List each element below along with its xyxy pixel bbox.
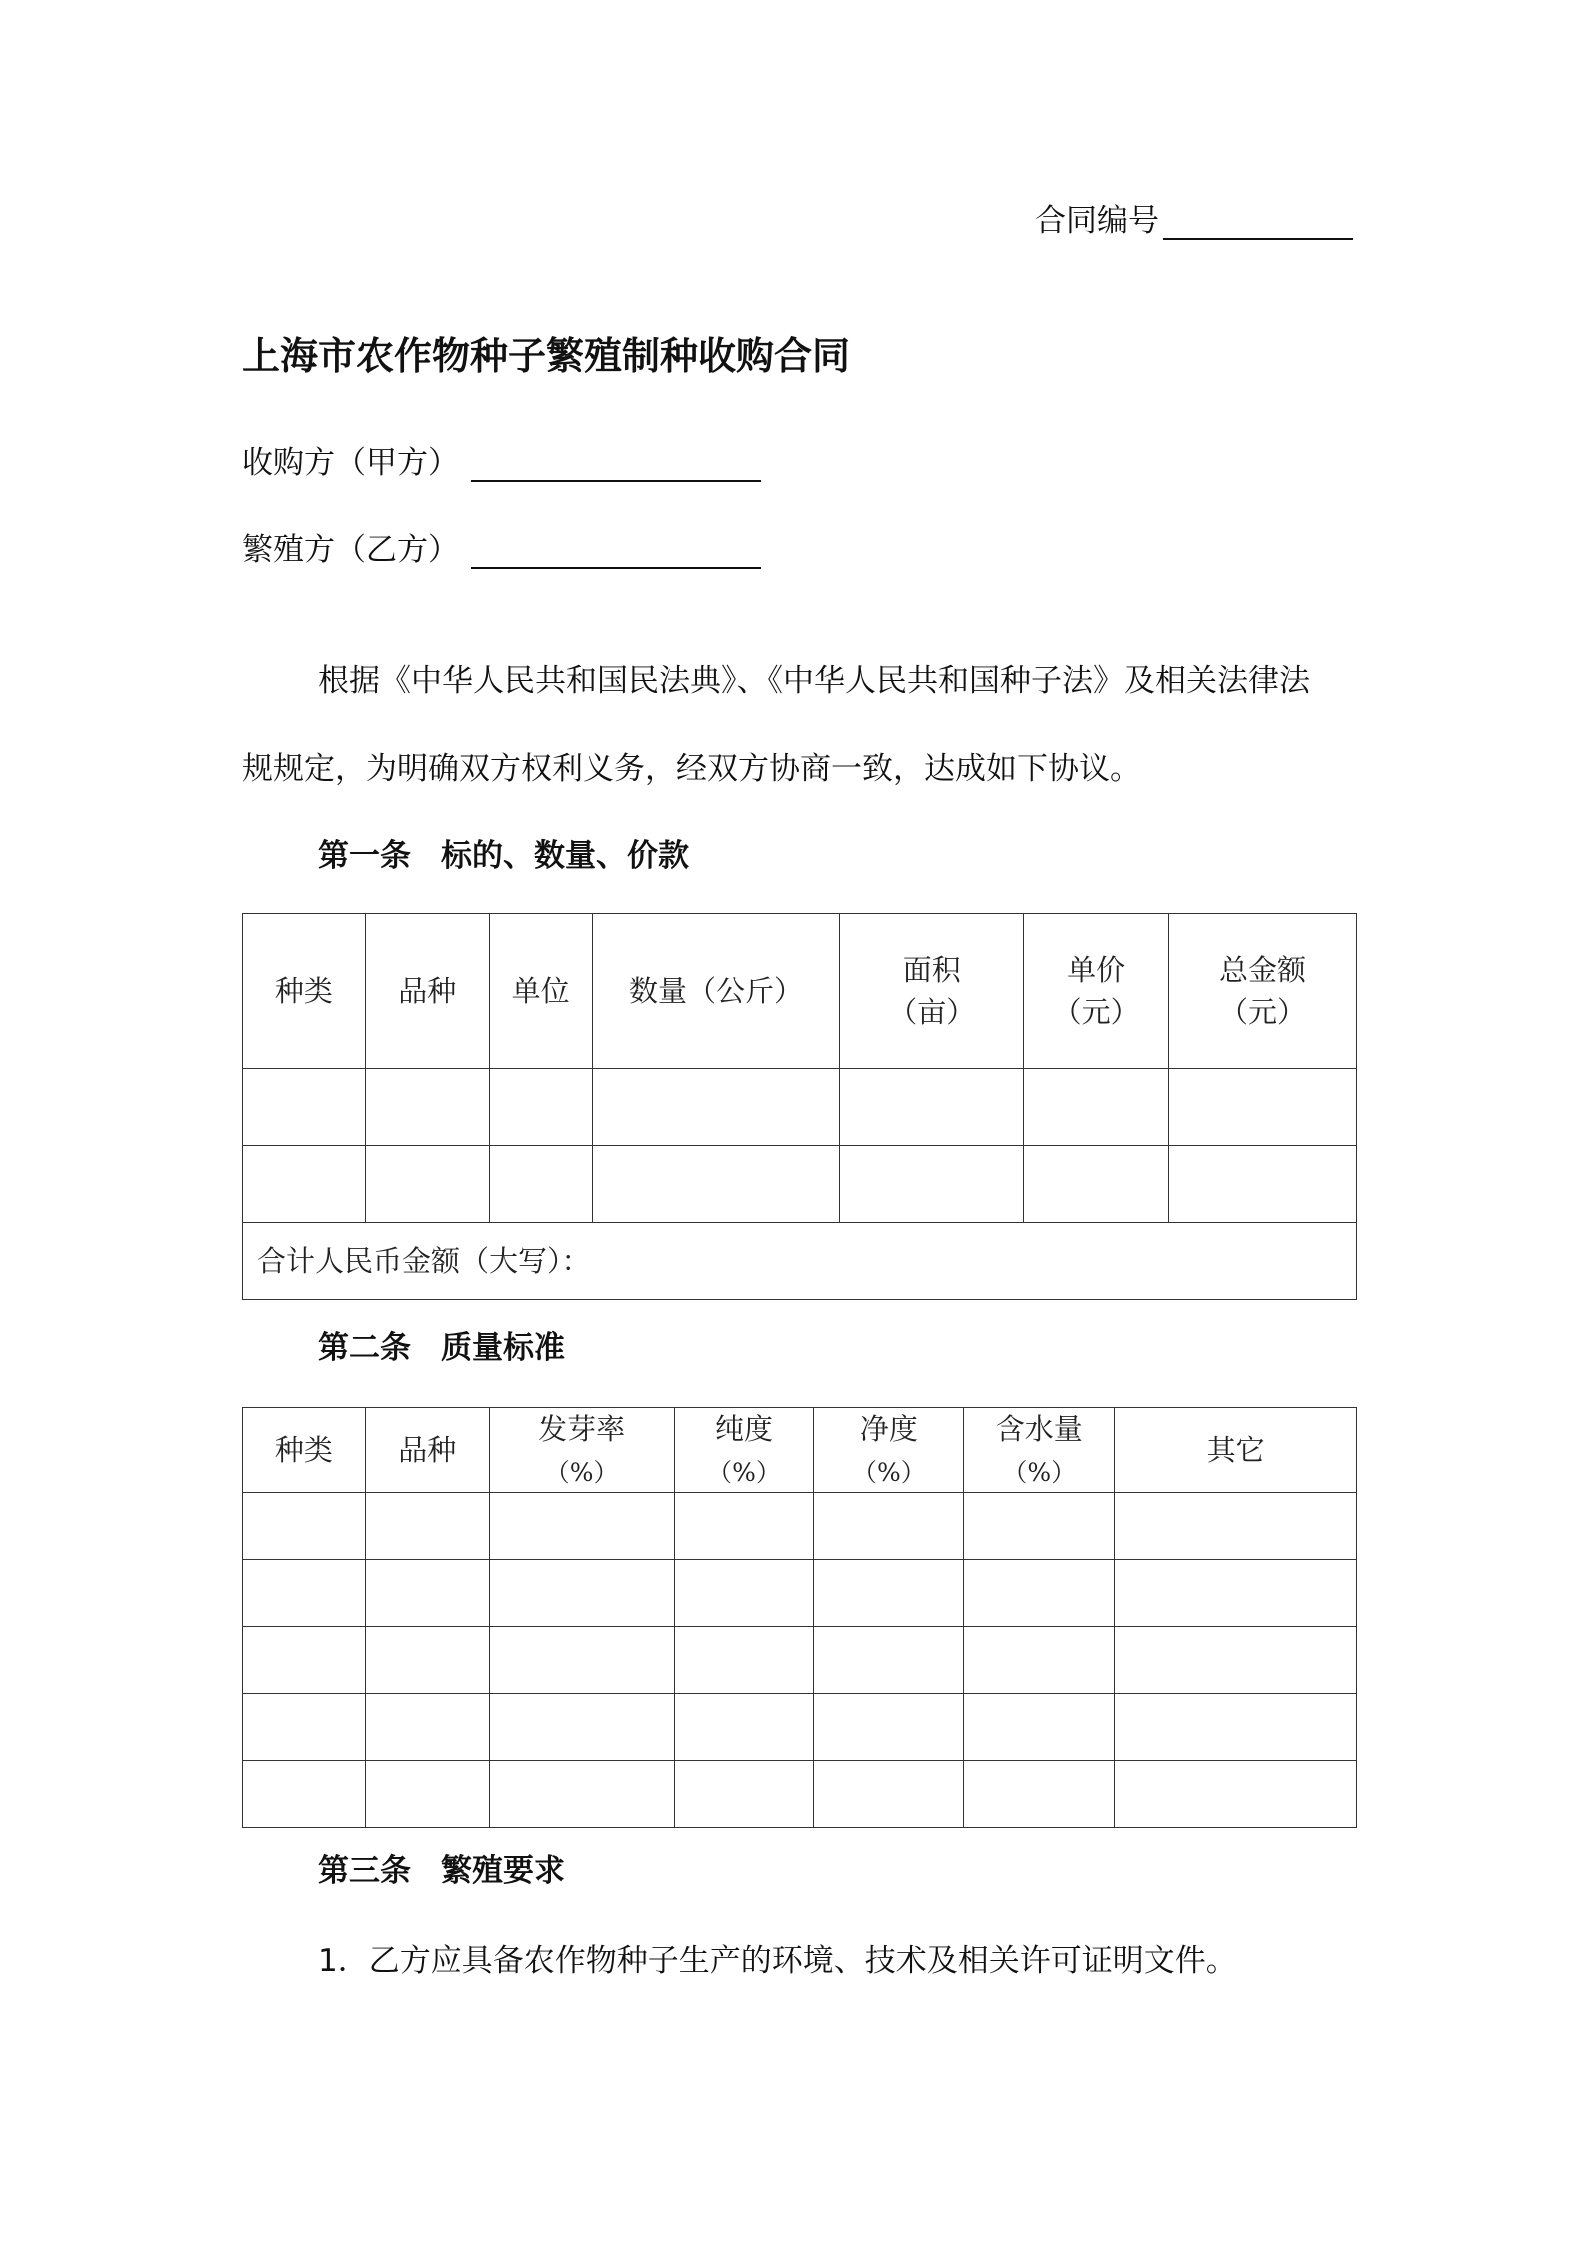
table-row: [243, 1560, 1357, 1627]
table-cell[interactable]: [964, 1627, 1115, 1694]
table-cell[interactable]: [489, 1694, 674, 1761]
table-cell[interactable]: [592, 1069, 840, 1146]
table-cell[interactable]: [964, 1694, 1115, 1761]
table-cell[interactable]: [489, 1069, 592, 1146]
article-1-number: 第一条: [318, 838, 411, 874]
table-cell[interactable]: [1169, 1069, 1357, 1146]
header-cell: 品种: [365, 1408, 489, 1493]
contract-number-label: 合同编号: [1035, 203, 1159, 239]
table-cell[interactable]: [489, 1146, 592, 1223]
table-cell[interactable]: [243, 1069, 366, 1146]
table-cell[interactable]: [1169, 1146, 1357, 1223]
table-cell[interactable]: [489, 1493, 674, 1560]
table-row: [243, 1493, 1357, 1560]
table-cell[interactable]: [1115, 1493, 1357, 1560]
table-cell[interactable]: [243, 1146, 366, 1223]
table-cell[interactable]: [1115, 1694, 1357, 1761]
table-cell[interactable]: [1115, 1627, 1357, 1694]
table-cell[interactable]: [814, 1694, 964, 1761]
table-cell[interactable]: [489, 1761, 674, 1828]
table-cell[interactable]: [592, 1146, 840, 1223]
article-2-title: 质量标准: [441, 1330, 565, 1366]
article-2-heading: [318, 1322, 565, 1367]
contract-number: [1035, 195, 1353, 240]
header-cell: 发芽率 （%）: [489, 1408, 674, 1493]
table-cell[interactable]: [674, 1627, 814, 1694]
document-title: 上海市农作物种子繁殖制种收购合同: [242, 334, 851, 378]
table-row: [243, 1146, 1357, 1223]
table-cell[interactable]: [1115, 1560, 1357, 1627]
header-cell: 面积 （亩）: [840, 914, 1024, 1069]
table-cell[interactable]: [674, 1694, 814, 1761]
table-cell[interactable]: [243, 1493, 366, 1560]
breeder-label: 繁殖方（乙方）: [242, 532, 459, 568]
table-cell[interactable]: [489, 1627, 674, 1694]
table-cell[interactable]: [365, 1694, 489, 1761]
table-cell[interactable]: [243, 1761, 366, 1828]
table-cell[interactable]: [964, 1761, 1115, 1828]
table-cell[interactable]: [1115, 1761, 1357, 1828]
buyer-field[interactable]: [471, 442, 761, 482]
total-amount-cell[interactable]: [243, 1223, 1357, 1300]
table-cell[interactable]: [243, 1627, 366, 1694]
header-cell: 种类: [243, 1408, 366, 1493]
header-cell: 数量（公斤）: [592, 914, 840, 1069]
buyer-line: [242, 437, 761, 482]
header-cell: 含水量 （%）: [964, 1408, 1115, 1493]
table-cell[interactable]: [840, 1069, 1024, 1146]
table-cell[interactable]: [1024, 1146, 1169, 1223]
table-cell[interactable]: [1024, 1069, 1169, 1146]
contract-number-field[interactable]: [1163, 200, 1353, 240]
table-row: [243, 1761, 1357, 1828]
price-quantity-table: [242, 913, 1357, 1300]
header-cell: 其它: [1115, 1408, 1357, 1493]
total-row: [243, 1223, 1357, 1300]
header-cell: 净度 （%）: [814, 1408, 964, 1493]
total-amount-label: 合计人民币金额（大写）：: [257, 1243, 591, 1278]
article-3-heading: [318, 1845, 565, 1890]
breeder-line: [242, 524, 761, 569]
table-row: [243, 1627, 1357, 1694]
table-cell[interactable]: [814, 1493, 964, 1560]
article-1-title: 标的、数量、价款: [441, 838, 689, 874]
table-header-row: [243, 1408, 1357, 1493]
table-cell[interactable]: [489, 1560, 674, 1627]
article-3-title: 繁殖要求: [441, 1853, 565, 1889]
header-cell: 种类: [243, 914, 366, 1069]
table-cell[interactable]: [840, 1146, 1024, 1223]
table-cell[interactable]: [674, 1761, 814, 1828]
preamble-line-1: 根据《中华人民共和国民法典》、《中华人民共和国种子法》及相关法律法: [318, 663, 1310, 699]
header-cell: 总金额 （元）: [1169, 914, 1357, 1069]
header-cell: 品种: [365, 914, 489, 1069]
header-cell: 纯度 （%）: [674, 1408, 814, 1493]
table-cell[interactable]: [365, 1069, 489, 1146]
table-cell[interactable]: [674, 1493, 814, 1560]
table-cell[interactable]: [814, 1761, 964, 1828]
article-1-heading: [318, 830, 689, 875]
table-cell[interactable]: [674, 1560, 814, 1627]
table-cell[interactable]: [243, 1560, 366, 1627]
table-cell[interactable]: [814, 1560, 964, 1627]
table-header-row: [243, 914, 1357, 1069]
article-3-item-1: 1．乙方应具备农作物种子生产的环境、技术及相关许可证明文件。: [318, 1943, 1237, 1979]
table-row: [243, 1069, 1357, 1146]
buyer-label: 收购方（甲方）: [242, 445, 459, 481]
table-cell[interactable]: [964, 1560, 1115, 1627]
header-cell: 单价 （元）: [1024, 914, 1169, 1069]
quality-standard-table: [242, 1407, 1357, 1828]
table-cell[interactable]: [365, 1560, 489, 1627]
table-row: [243, 1694, 1357, 1761]
table-cell[interactable]: [365, 1493, 489, 1560]
header-cell: 单位: [489, 914, 592, 1069]
table-cell[interactable]: [243, 1694, 366, 1761]
breeder-field[interactable]: [471, 529, 761, 569]
preamble-line-2: 规规定，为明确双方权利义务，经双方协商一致，达成如下协议。: [242, 751, 1141, 787]
article-3-number: 第三条: [318, 1853, 411, 1889]
article-2-number: 第二条: [318, 1330, 411, 1366]
table-cell[interactable]: [365, 1627, 489, 1694]
table-cell[interactable]: [814, 1627, 964, 1694]
table-cell[interactable]: [365, 1761, 489, 1828]
table-cell[interactable]: [365, 1146, 489, 1223]
table-cell[interactable]: [964, 1493, 1115, 1560]
